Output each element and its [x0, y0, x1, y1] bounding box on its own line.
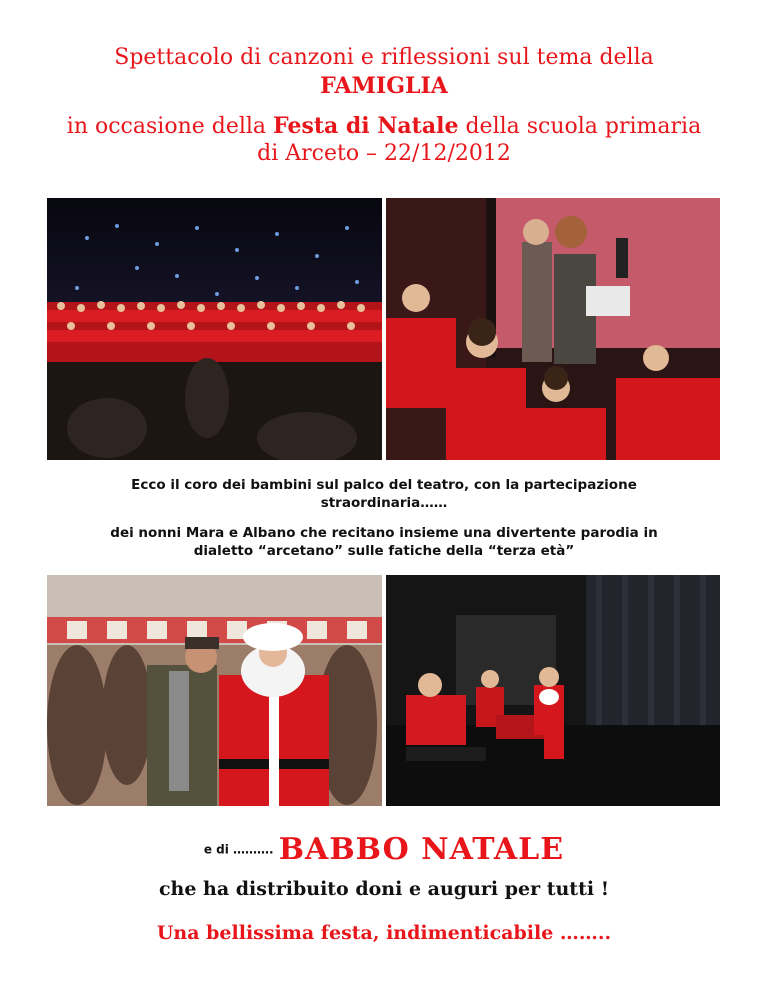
header-line-3-pre: in occasione della [66, 114, 274, 139]
caption-grandparents-line-2: dialetto “arcetano” sulle fatiche della “terza età” [193, 543, 575, 559]
festa-line: Una bellissima festa, indimenticabile …….. [156, 922, 612, 944]
photo-santa-with-grandfather [47, 575, 382, 806]
babbo-prefix: e di ………. [203, 842, 274, 857]
caption-choir-line-2: straordinaria…… [320, 495, 448, 511]
babbo-natale-line [0, 832, 768, 867]
photo-santa-on-stage [386, 575, 720, 806]
header-line-1: Spettacolo di canzoni e riflessioni sul tema della [114, 45, 654, 70]
header-line-4: di Arceto – 22/12/2012 [257, 141, 511, 166]
header-line-3-post: della scuola primaria [458, 114, 702, 139]
photo-grandparents-reciting [386, 198, 720, 460]
caption-choir-line-1: Ecco il coro dei bambini sul palco del teatro, con la partecipazione [131, 477, 637, 493]
caption-grandparents-line-1: dei nonni Mara e Albano che recitano insieme una divertente parodia in [110, 525, 658, 541]
header-famiglia: FAMIGLIA [320, 73, 448, 99]
photo-choir-on-stage [47, 198, 382, 460]
header-festa-di-natale: Festa di Natale [273, 113, 459, 139]
header-line-3 [0, 112, 768, 141]
doni-line: che ha distribuito doni e auguri per tutti ! [158, 878, 610, 900]
babbo-natale-title: BABBO NATALE [278, 832, 565, 867]
